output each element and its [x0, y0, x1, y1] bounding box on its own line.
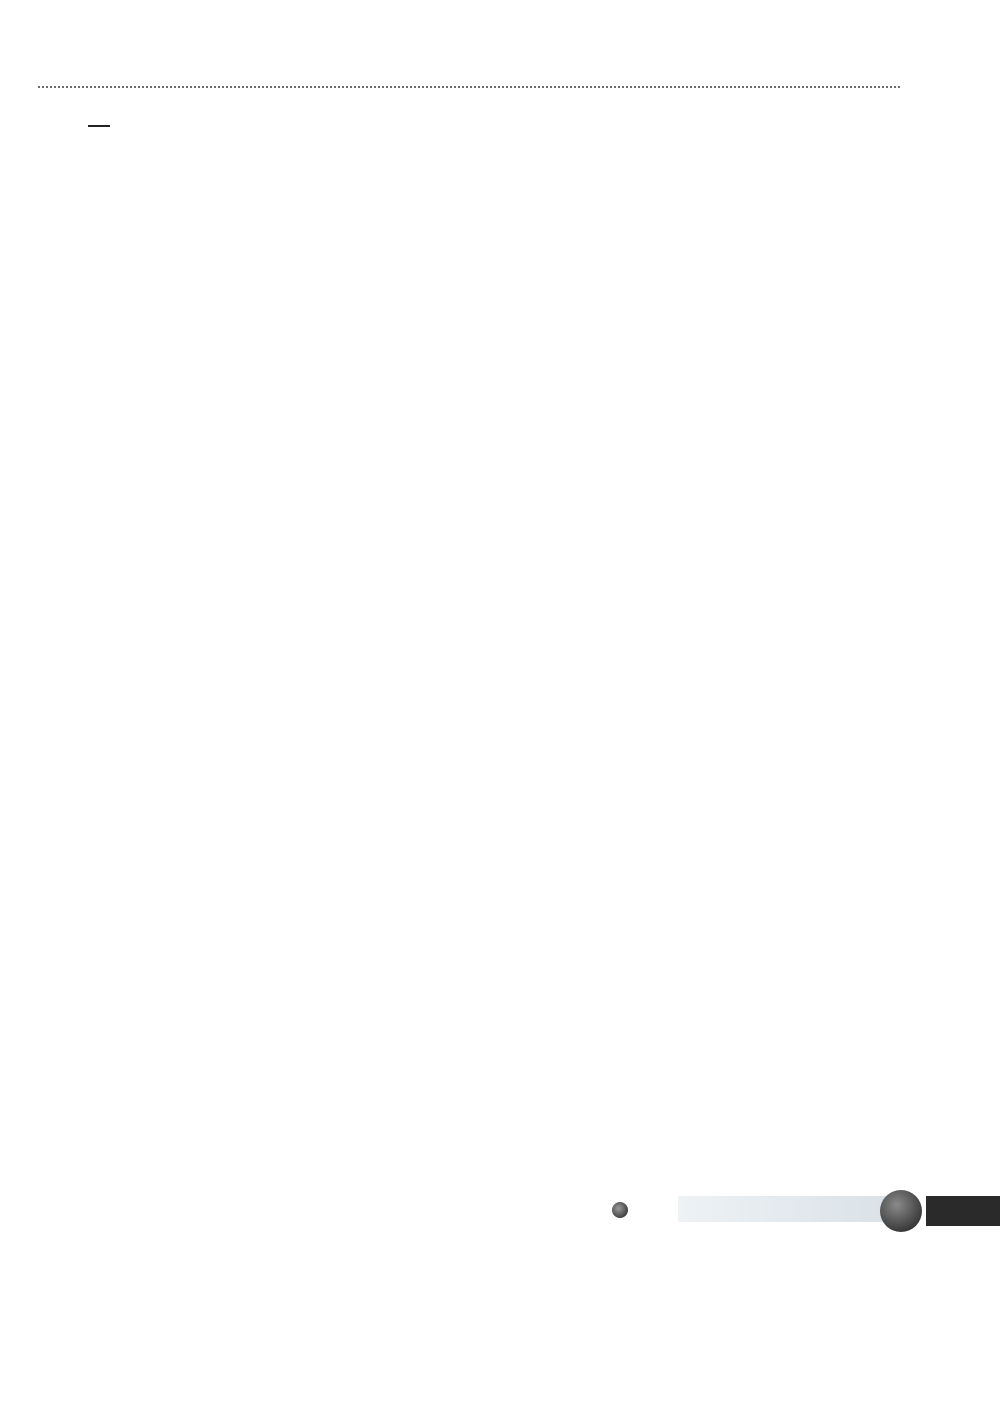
- footer-band: [678, 1196, 900, 1222]
- footer-tail: [926, 1196, 1000, 1226]
- section-title: [88, 125, 110, 127]
- header-dotted-rule: [38, 86, 900, 88]
- page-footer: [600, 1168, 1000, 1258]
- answer-content: [88, 112, 918, 131]
- footer-dot-icon: [612, 1202, 628, 1218]
- page-number: [880, 1190, 922, 1232]
